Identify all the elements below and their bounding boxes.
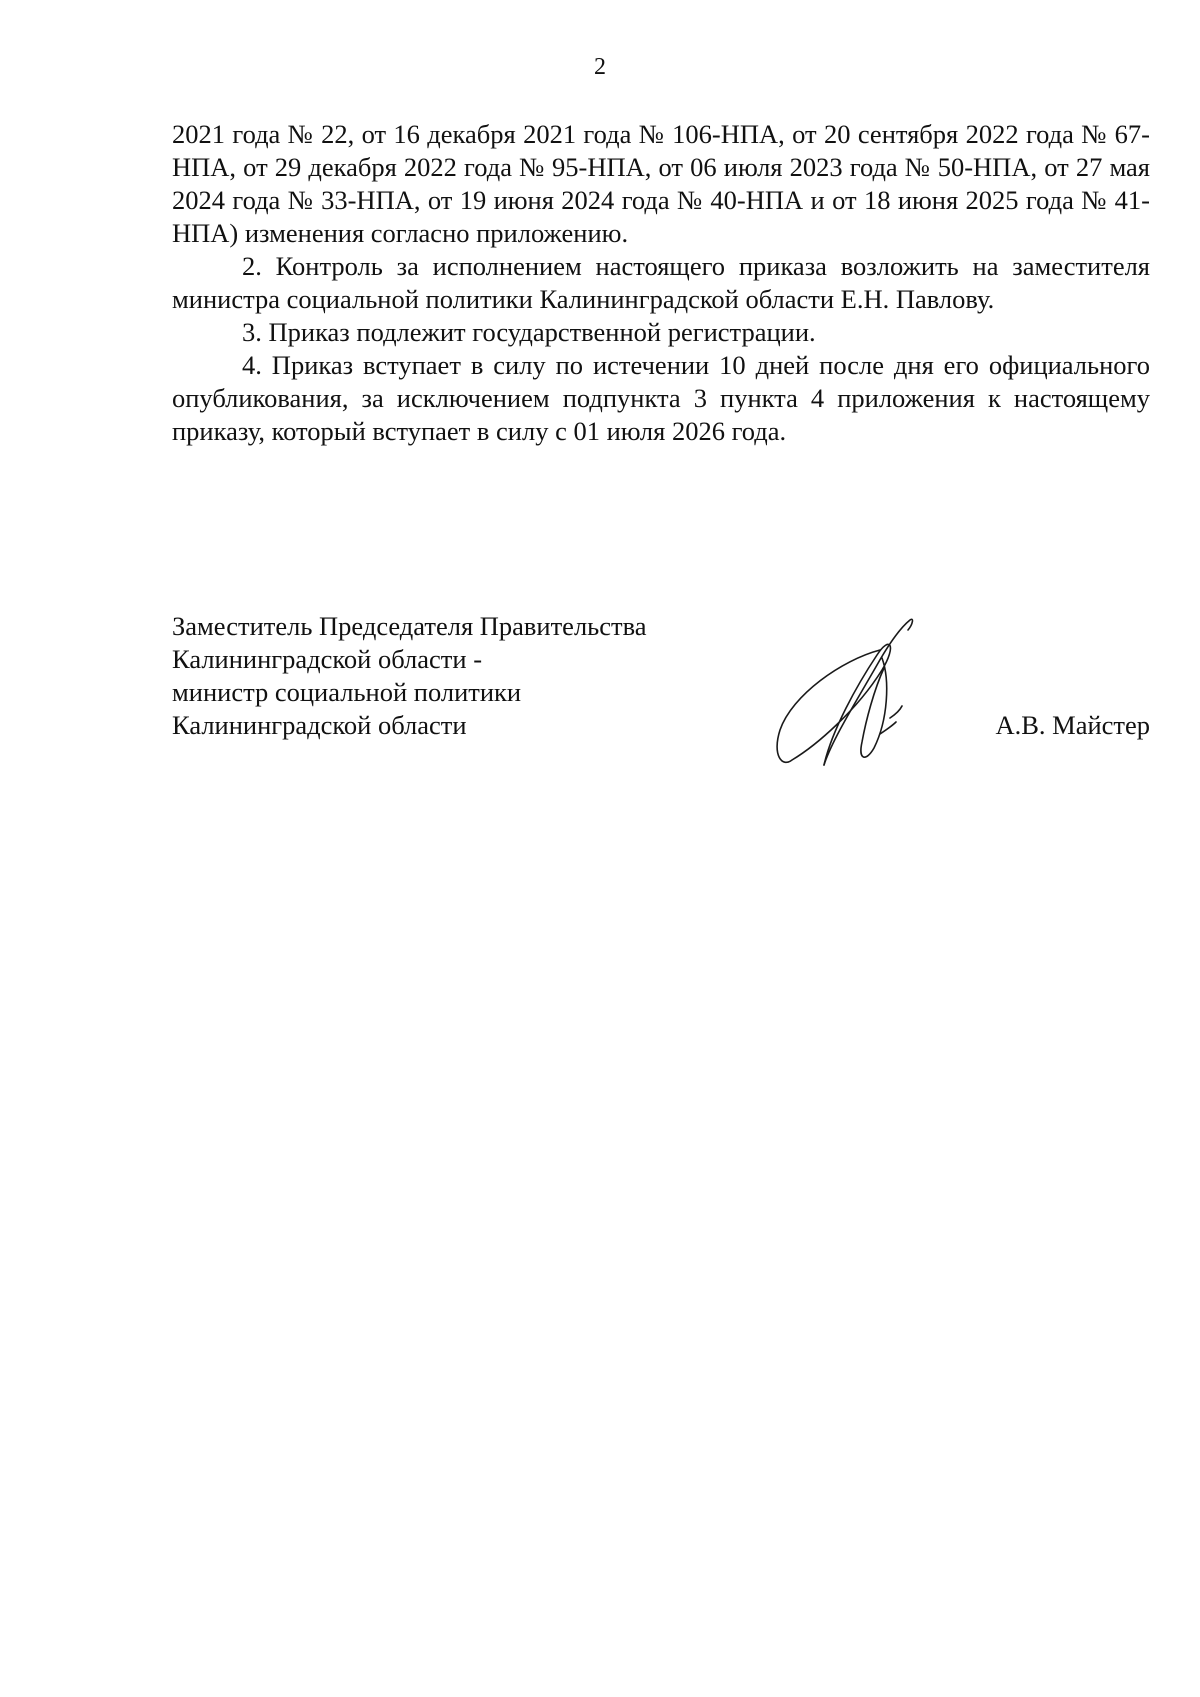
signatory-title [172,610,647,742]
page-number: 2 [594,54,606,80]
paragraph-continuation: 2021 года № 22, от 16 декабря 2021 года № 106-НПА, от 20 сентября 2022 года № 67-НПА, от 29 декабря 2022 года № 95-НПА, от 06 июля 2023 года № 50-НПА, от 27 мая 2024 года № 33-НПА, от 19 июня 2024 года № 40-НПА и от 18 июня 2025 года № 41-НПА) изменения согласно приложению. [172,119,1150,248]
signature-block [172,610,1150,790]
signatory-title-line: министр социальной политики [172,677,522,707]
paragraph-item-4: 4. Приказ вступает в силу по истечении 10 дней после дня его официального опубликования, за исключением подпункта 3 пункта 4 приложения к настоящему приказу, который вступает в силу с 01 июля 2026 года. [172,350,1150,446]
signatory-title-line: Калининградской области [172,710,467,740]
paragraph-item-2: 2. Контроль за исполнением настоящего приказа возложить на заместителя министра социальной политики Калининградской области Е.Н. Павлову. [172,251,1150,314]
document-body [172,118,1150,448]
signatory-title-line: Заместитель Председателя Правительства [172,611,647,641]
paragraph-item-3: 3. Приказ подлежит государственной регистрации. [242,317,816,347]
signatory-title-line: Калининградской области - [172,644,483,674]
signatory-name: А.В. Майстер [995,710,1150,740]
handwritten-signature-icon [762,610,952,780]
